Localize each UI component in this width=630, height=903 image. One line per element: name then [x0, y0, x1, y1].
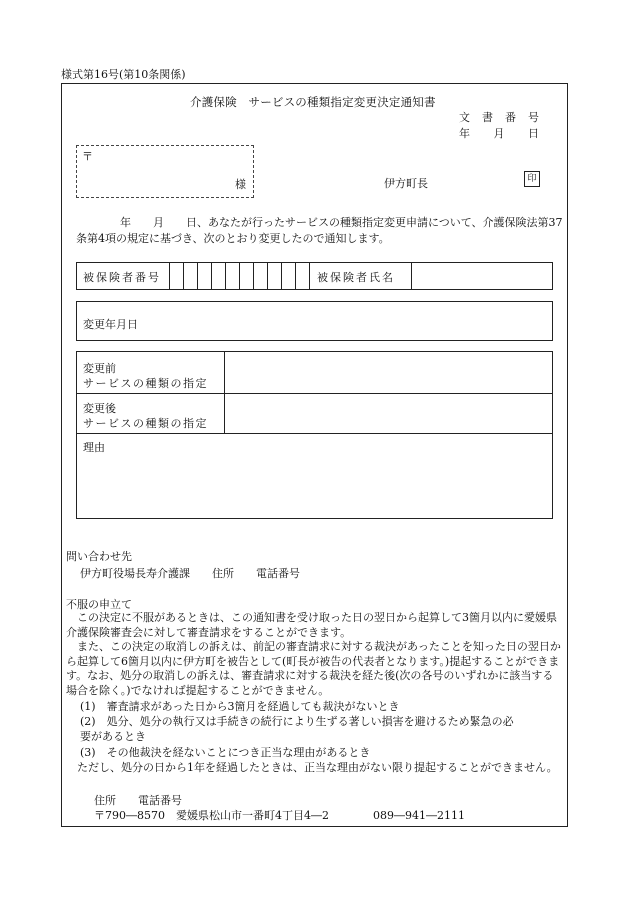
doc-number-char: 文 [459, 111, 470, 124]
objection-paragraph-1: この決定に不服があるときは、この通知書を受け取った日の翌日から起算して3箇月以内に愛媛県介護保険審査会に対して審査請求をすることができます。 [66, 611, 557, 639]
doc-number-char: 号 [528, 111, 539, 124]
inquiry-heading: 問い合わせ先 [66, 550, 132, 563]
objection-address-line: 〒790―8570 愛媛県松山市一番町4丁目4―2 089―941―2111 [94, 809, 465, 822]
inquiry-contact: 伊方町役場長寿介護課 住所 電話番号 [80, 567, 300, 580]
change-detail-table [76, 351, 553, 519]
insured-number-label: 被保険者番号 [83, 271, 161, 284]
insured-name-field[interactable] [411, 263, 412, 289]
date-year: 年 [459, 127, 470, 140]
date-row [459, 125, 539, 141]
document-number-row [459, 109, 539, 125]
insured-name-label-cell [309, 263, 310, 289]
objection-paragraph-2: また、この決定の取消しの訴えは、前記の審査請求に対する裁決があったことを知った日の翌日から起算して6箇月以内に伊方町を被告として(町長が被告の代表者となります。)提起することができます。なお、処分の取消しの訴えは、審査請求に対する裁決を経た後(次の各号のいずれかに該当する場合を除く。)でなければ提起することができません。 [66, 640, 561, 697]
insured-number-cell[interactable] [211, 263, 212, 289]
date-month: 月 [493, 127, 505, 140]
date-day: 日 [528, 127, 539, 140]
insured-number-cell[interactable] [281, 263, 282, 289]
postal-mark: 〒 [82, 150, 93, 163]
objection-heading: 不服の申立て [66, 598, 132, 611]
insured-number-cell[interactable] [267, 263, 268, 289]
issuer-name: 伊方町長 [384, 177, 428, 190]
doc-number-char: 番 [505, 111, 516, 124]
recipient-suffix: 様 [235, 178, 246, 191]
insured-number-cell[interactable] [253, 263, 254, 289]
reason-field[interactable] [78, 452, 550, 516]
row-divider [77, 433, 552, 434]
insured-number-cell[interactable] [225, 263, 226, 289]
objection-item-2: (2) 処分、処分の執行又は手続きの続行により生ずる著しい損害を避けるため緊急の必要があるとき [80, 715, 514, 743]
insured-number-cell[interactable] [239, 263, 240, 289]
before-service-label: サービスの種類の指定 [83, 377, 208, 390]
insured-info-row [76, 262, 553, 290]
change-date-label: 変更年月日 [83, 318, 138, 331]
change-date-row[interactable] [76, 301, 553, 341]
insured-number-cell[interactable] [183, 263, 184, 289]
insured-number-cell[interactable] [295, 263, 296, 289]
before-label: 変更前 [83, 362, 116, 375]
after-service-field[interactable] [225, 394, 551, 432]
before-service-field[interactable] [225, 353, 551, 393]
reason-label: 理由 [83, 441, 105, 454]
insured-number-cell[interactable] [197, 263, 198, 289]
insured-name-label: 被保険者氏名 [317, 271, 395, 284]
doc-number-char: 書 [482, 111, 493, 124]
objection-item-1: (1) 審査請求があった日から3箇月を経過しても裁決がないとき [80, 700, 400, 713]
after-label: 変更後 [83, 402, 116, 415]
objection-address-header: 住所 電話番号 [94, 794, 182, 807]
after-service-label: サービスの種類の指定 [83, 417, 208, 430]
insured-number-cell[interactable] [169, 263, 170, 289]
document-title: 介護保険 サービスの種類指定変更決定通知書 [190, 95, 436, 109]
objection-paragraph-3: ただし、処分の日から1年を経過したときは、正当な理由がない限り提起することができません。 [66, 761, 558, 774]
objection-item-3: (3) その他裁決を経ないことにつき正当な理由があるとき [80, 746, 371, 759]
form-number-label: 様式第16号(第10条関係) [61, 68, 186, 81]
intro-paragraph: 年 月 日、あなたが行ったサービスの種類指定変更申請について、介護保険法第37条第4項の規定に基づき、次のとおり変更したので通知します。 [76, 216, 563, 245]
seal-stamp: 印 [524, 171, 540, 187]
recipient-address-box[interactable] [76, 145, 254, 198]
